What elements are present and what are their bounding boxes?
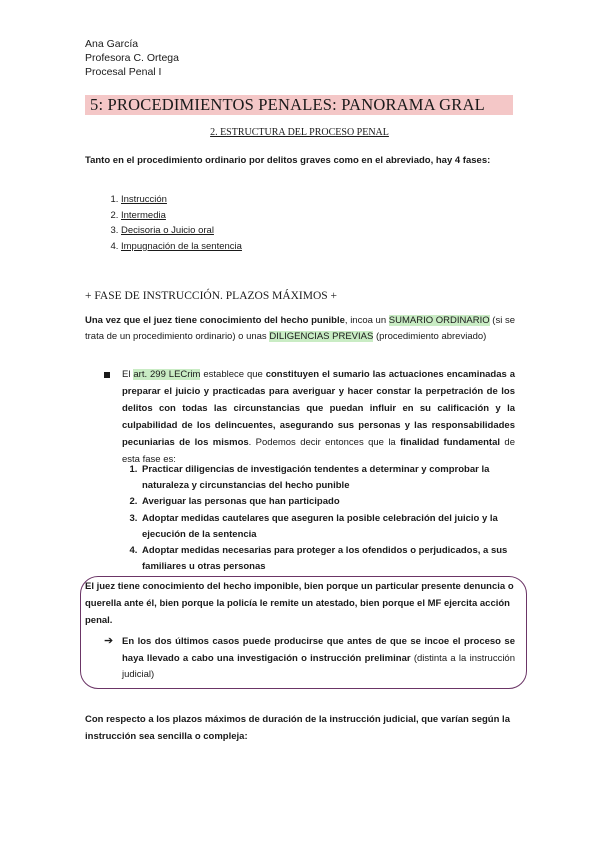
section-subtitle: 2. ESTRUCTURA DEL PROCESO PENAL [210,127,389,138]
goals-list [122,462,515,575]
phases-list [103,192,242,254]
list-item: 3. Adoptar medidas cautelares que aseguren la posible celebración del juicio y la ejecución de la sentencia [140,511,515,543]
list-item: 2. Intermedia [121,208,242,224]
highlight-sumario: SUMARIO ORDINARIO [388,315,490,326]
author-name: Ana García [85,38,139,50]
arrow-right-icon: ➔ [104,635,114,647]
bullet-paragraph: El art. 299 LECrim establece que constituyen el sumario las actuaciones encaminadas a preparar el juicio y practicadas para averiguar y hacer constar la perpetración de los delitos con todas las circunstancias que puedan influir en su calificación y la culpabilidad de los delincuentes, asegurando sus personas y las responsabilidades pecuniarias de los mismos. Podemos decir entonces que la finalidad fundamental de esta fase es: [122,369,515,465]
course-name: Procesal Penal I [85,66,162,78]
list-item: 2. Averiguar las personas que han participado [140,494,515,510]
callout-subtext: En los dos últimos casos puede producirse que antes de que se incoe el proceso se haya llevado a cabo una investigación o instrucción preliminar (distinta a la instrucción judicial) [122,636,515,680]
page-title: 5: PROCEDIMIENTOS PENALES: PANORAMA GRAL [90,95,485,114]
intro-paragraph: Tanto en el procedimiento ordinario por delitos graves como en el abreviado, hay 4 fases: [85,155,491,166]
square-bullet-icon [104,372,110,378]
bold-text: Una vez que el juez tiene conocimiento del hecho punible [85,315,345,326]
list-item: 4. Adoptar medidas necesarias para proteger a los ofendidos o perjudicados, a sus familiares u otras personas [140,543,515,575]
list-item: 1. Instrucción [121,192,242,208]
instruction-paragraph: Una vez que el juez tiene conocimiento del hecho punible, incoa un SUMARIO ORDINARIO (si se trata de un procedimiento ordinario) o unas DILIGENCIAS PREVIAS (procedimiento abreviado) [85,315,516,342]
list-item: 1. Practicar diligencias de investigación tendentes a determinar y comprobar la naturaleza y circunstancias del hecho punible [140,462,515,494]
article-reference: art. 299 LECrim [133,369,201,380]
list-item: 3. Decisoria o Juicio oral [121,223,242,239]
callout-text: El juez tiene conocimiento del hecho imponible, bien porque un particular presente denuncia o querella ante él, bien porque la policía le remite un atestado, bien porque el MF ejercita acción penal. [85,581,514,626]
closing-paragraph: Con respecto a los plazos máximos de duración de la instrucción judicial, que varían según la instrucción sea sencilla o compleja: [85,714,510,742]
professor-name: Profesora C. Ortega [85,52,179,64]
section-heading: + FASE DE INSTRUCCIÓN. PLAZOS MÁXIMOS + [85,290,338,302]
highlight-diligencias: DILIGENCIAS PREVIAS [269,331,374,342]
list-item: 4. Impugnación de la sentencia [121,239,242,255]
